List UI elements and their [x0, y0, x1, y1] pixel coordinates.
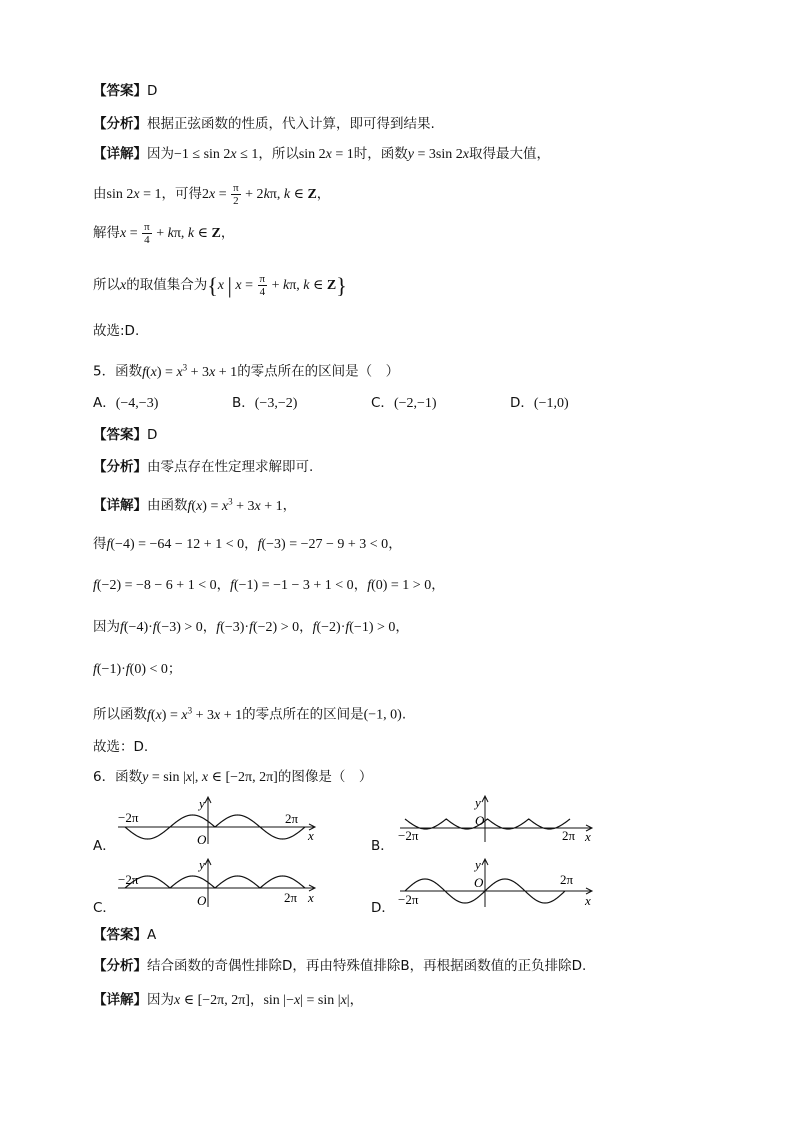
- q5-option-d[interactable]: [510, 393, 569, 414]
- label-x: x: [308, 828, 314, 843]
- formula: f(−4)·f(−3) > 0: [120, 620, 203, 635]
- option-label: D．: [510, 395, 534, 411]
- q4-detail-line-2: [93, 180, 330, 209]
- label-pos-2pi: 2π: [285, 811, 299, 826]
- text: ；: [167, 661, 182, 677]
- label-origin: O: [474, 875, 484, 890]
- analysis-tag: 【分析】: [93, 459, 147, 475]
- q5-detail-line-1: [93, 491, 296, 517]
- option-value: (−4,−3): [115, 396, 159, 411]
- q6-option-b-label[interactable]: B．: [371, 838, 394, 854]
- text: 由: [93, 186, 107, 202]
- text: ，: [249, 992, 264, 1008]
- q4-detail-line-4: [93, 270, 347, 301]
- set-formula: {x | x = $\frac{\pi}{4}$ + kπ, k ∈ Z}: [207, 272, 347, 299]
- option-label: A．: [93, 395, 116, 411]
- text: ，所以: [258, 146, 299, 162]
- label-y: y: [199, 796, 205, 811]
- graph-option-a[interactable]: [110, 792, 325, 847]
- q5-option-b[interactable]: [232, 393, 297, 414]
- text: 的取值集合为: [126, 277, 208, 293]
- formula: f(−2) = −8 − 6 + 1 < 0: [93, 578, 217, 593]
- text: ，: [316, 186, 331, 202]
- text: 得: [93, 536, 107, 552]
- option-label: B．: [232, 395, 255, 411]
- answer-value: D: [147, 83, 158, 99]
- label-neg-2pi: −2π: [118, 810, 139, 825]
- label-y: y: [475, 857, 481, 872]
- detail-tag: 【详解】: [93, 497, 147, 514]
- formula: sin 2x = 1: [106, 187, 162, 202]
- text: ，可得: [161, 186, 202, 202]
- formula: sin 2x = 1: [298, 147, 354, 162]
- graph-option-b[interactable]: [395, 792, 600, 847]
- q4-conclusion: 故选:D.: [93, 323, 140, 339]
- formula: $f(x) = x^3 + 3x + 1$: [187, 496, 283, 514]
- q4-detail-line-3: [93, 219, 234, 248]
- text: ，: [216, 577, 231, 593]
- q5-detail-line-4: [93, 617, 409, 638]
- text: 6．函数: [93, 769, 143, 785]
- text: ，: [220, 225, 235, 241]
- formula: (−1, 0): [363, 707, 402, 723]
- formula: f(0) = 1 > 0: [367, 578, 432, 593]
- text: 取得最大值，: [468, 146, 550, 162]
- formula: $f(x) = x^3 + 3x + 1$: [147, 705, 243, 723]
- q4-detail-line-1: [93, 144, 550, 165]
- q5-option-c[interactable]: [371, 393, 437, 414]
- formula: y = sin |x|, x ∈ [−2π, 2π]: [142, 770, 278, 785]
- q6-option-d-label[interactable]: D．: [371, 900, 395, 916]
- text: 所以函数: [93, 706, 147, 723]
- formula: f(−3)·f(−2) > 0: [216, 620, 300, 635]
- text: 解得: [93, 225, 120, 241]
- answer-value: A: [147, 927, 157, 943]
- formula: y = 3sin 2x: [407, 147, 469, 162]
- text: ，: [282, 497, 297, 514]
- text: ，: [388, 536, 402, 552]
- q5-option-a[interactable]: [93, 393, 158, 414]
- q5-detail-line-3: [93, 575, 445, 596]
- q5-detail-line-5: [93, 659, 181, 680]
- label-pos-2pi: 2π: [284, 890, 298, 905]
- formula: f(−1)·f(0) < 0: [93, 662, 168, 677]
- answer-tag: 【答案】: [93, 427, 147, 443]
- text: ，: [431, 577, 445, 593]
- text: 5．函数: [93, 363, 143, 380]
- answer-value: D: [147, 427, 158, 443]
- label-y: y: [475, 795, 481, 810]
- label-pos-2pi: 2π: [560, 872, 574, 887]
- label-neg-2pi: −2π: [398, 828, 419, 843]
- label-origin: O: [197, 893, 207, 908]
- analysis-tag: 【分析】: [93, 116, 147, 132]
- formula: x ∈ [−2π, 2π]: [174, 993, 250, 1008]
- q6-answer-line: [93, 925, 156, 945]
- answer-tag: 【答案】: [93, 927, 147, 943]
- variable: x: [120, 278, 127, 293]
- text: 所以: [93, 277, 120, 293]
- q5-answer-line: [93, 425, 157, 445]
- analysis-text: 结合函数的奇偶性排除D，再由特殊值排除B，再根据函数值的正负排除D.: [147, 958, 587, 974]
- formula: 2x = $\frac{\pi}{2}$ + 2kπ, k ∈ Z: [201, 182, 317, 208]
- text: 因为: [147, 146, 174, 162]
- text: 由函数: [147, 497, 188, 514]
- detail-tag: 【详解】: [93, 992, 147, 1008]
- detail-tag: 【详解】: [93, 146, 147, 162]
- formula: x = $\frac{\pi}{4}$ + kπ, k ∈ Z: [120, 221, 221, 247]
- formula: f(−4) = −64 − 12 + 1 < 0: [106, 537, 245, 552]
- label-x: x: [308, 890, 314, 905]
- label-origin: O: [197, 832, 207, 847]
- text: 因为: [147, 992, 174, 1008]
- analysis-text: 由零点存在性定理求解即可.: [147, 459, 314, 475]
- label-neg-2pi: −2π: [398, 892, 419, 907]
- analysis-text: 根据正弦函数的性质，代入计算，即可得到结果.: [147, 116, 435, 132]
- graph-option-c[interactable]: [110, 855, 325, 910]
- text: ，: [349, 992, 364, 1008]
- q6-stem: [93, 767, 372, 788]
- formula: −1 ≤ sin 2x ≤ 1: [174, 147, 259, 162]
- q6-detail-line-1: [93, 990, 363, 1011]
- option-value: (−2,−1): [393, 396, 437, 411]
- q4-answer-line: [93, 81, 157, 101]
- text: 的零点所在的区间是（ ）: [237, 363, 400, 380]
- q6-option-a-label[interactable]: A．: [93, 838, 116, 854]
- text: ，: [299, 619, 313, 635]
- text: 因为: [93, 619, 120, 635]
- q5-analysis-line: [93, 457, 313, 477]
- formula: $f(x) = x^3 + 3x + 1$: [142, 362, 238, 380]
- text: ，: [353, 577, 368, 593]
- text: ，: [244, 536, 258, 552]
- graph-curve: [125, 876, 305, 888]
- option-value: (−1,0): [533, 396, 569, 411]
- label-pos-2pi: 2π: [562, 828, 576, 843]
- text: 的零点所在的区间是: [242, 706, 364, 723]
- q5-stem: [93, 357, 399, 383]
- text: 时，函数: [353, 146, 408, 162]
- q5-detail-line-6: [93, 700, 406, 726]
- graph-option-d[interactable]: [395, 855, 600, 910]
- q6-analysis-line: [93, 956, 586, 976]
- label-neg-2pi: −2π: [118, 872, 139, 887]
- q4-analysis-line: [93, 114, 435, 134]
- label-origin: O: [475, 813, 485, 828]
- text: .: [401, 706, 407, 723]
- answer-tag: 【答案】: [93, 83, 147, 99]
- label-x: x: [585, 829, 591, 844]
- option-label: C．: [371, 395, 394, 411]
- label-y: y: [199, 857, 205, 872]
- formula: sin |−x| = sin |x|: [263, 993, 350, 1008]
- formula: f(−2)·f(−1) > 0: [312, 620, 396, 635]
- text: ，: [202, 619, 217, 635]
- text: 的图像是（ ）: [277, 769, 373, 785]
- q5-detail-line-2: [93, 534, 402, 555]
- option-value: (−3,−2): [254, 396, 298, 411]
- analysis-tag: 【分析】: [93, 958, 147, 974]
- q6-option-c-label[interactable]: C．: [93, 900, 116, 916]
- text: ，: [395, 619, 409, 635]
- formula: f(−3) = −27 − 9 + 3 < 0: [257, 537, 389, 552]
- q5-conclusion: 故选：D.: [93, 739, 149, 755]
- formula: f(−1) = −1 − 3 + 1 < 0: [230, 578, 354, 593]
- label-x: x: [585, 893, 591, 908]
